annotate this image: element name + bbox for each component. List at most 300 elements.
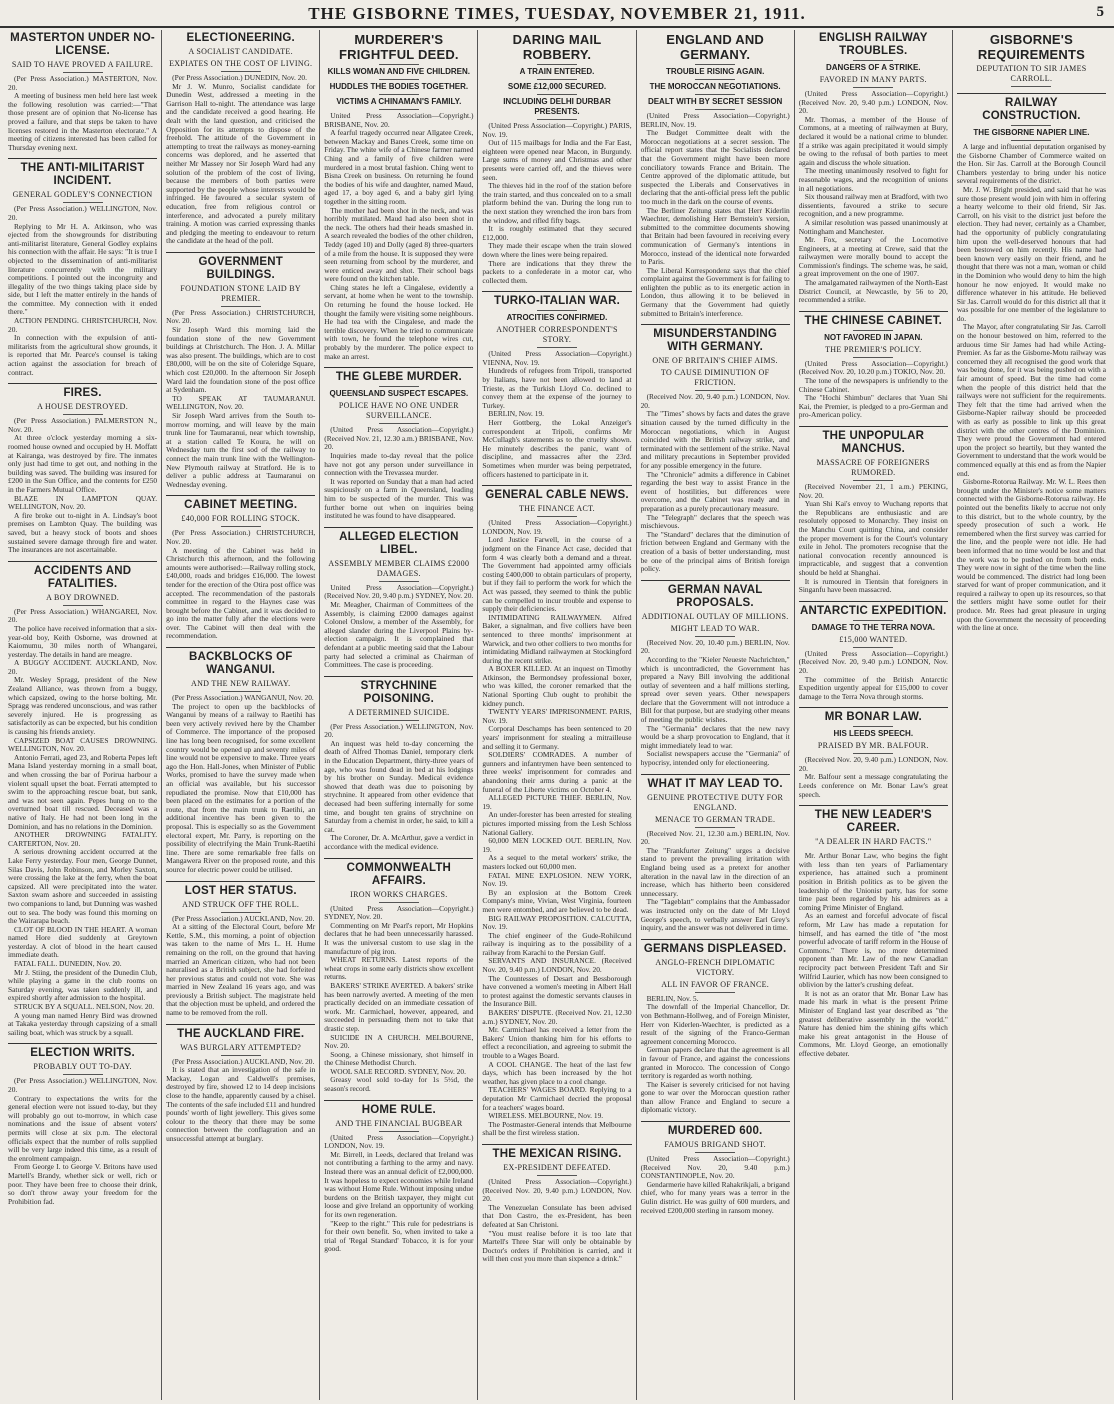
subhead-rule: [695, 992, 735, 993]
article-paragraph: The "Frankfurter Zeitung" urges a decisive stand to prevent the prevailing irritation with England being used as a pretext for another alteration in the naval law in the direction of an increase, which has hitherto been considered unnecessary.: [640, 845, 790, 898]
deck-rule: [695, 64, 735, 65]
article-paragraph: WIRELESS. MELBOURNE, Nov. 19.: [488, 1111, 604, 1121]
article-paragraph: The Berliner Zeitung states that Herr Kiderlin Waechter, demolishing Herr Bernstein's version, submitted to the committee documents showing that Britain had been favoured in receiving every communication of Germany's intentions in Morocco, instead of the identical note forwarded to Paris.: [640, 205, 790, 267]
article-paragraph: TEACHERS' WAGES BOARD. Replying to a deputation Mr Carmichael decried the proposal for a teachers' wages board.: [482, 1085, 632, 1112]
article-subhead: THE FINANCE ACT.: [519, 504, 595, 514]
article-headline: MISUNDERSTANDING WITH GERMANY.: [653, 328, 777, 354]
article: [324, 676, 473, 852]
article: [799, 601, 948, 702]
article-divider: [324, 1100, 473, 1101]
article-headline: THE UNPOPULAR MANCHUS.: [822, 430, 925, 455]
article-paragraph: The Coroner, Dr. A. McArthur, gave a verdict in accordance with the medical evidence.: [324, 833, 474, 851]
article: [8, 561, 157, 1038]
article-divider: [166, 495, 315, 496]
article-paragraph: FATAL MINE EXPLOSION. NEW YORK, Nov. 19.: [482, 870, 632, 889]
article-headline: LOST HER STATUS.: [184, 884, 297, 897]
article-deck: SOME £12,000 SECURED.: [507, 82, 607, 91]
subhead-rule: [221, 912, 261, 913]
article-headline: MASTERTON UNDER NO-LICENSE.: [10, 32, 155, 57]
article: [324, 32, 473, 361]
article-subhead: WAS BURGLARY ATTEMPTED?: [180, 1042, 302, 1052]
article-paragraph: An inquest was held to-day concerning the death of Alfred Thomas Daniel, temporary clerk in the Education Department, thirty-three years of age, who was found dead in bed at his lodgings by his brother on Sunday. Medical evidence showed that death was due to poisoning by strychnine. It appeared from other evidence that deceased had been suffering internally for some time, and bought ten grains of strychnine on Saturday from a chemist in order, he said, to kill a cat.: [324, 738, 474, 834]
article-divider: [641, 324, 790, 325]
article-subhead: MENACE TO GERMAN TRADE.: [655, 814, 776, 824]
subhead-rule: [695, 109, 735, 110]
article-subhead: PRAISED BY MR. BALFOUR.: [817, 741, 929, 751]
article-paragraph: The "Chronicle" admits a difference in Cabinet regarding the best way to assist France in the event of hostilities, but differences were overcome, and the Cabinet was ready and in preparation as a purely precautionary measure.: [640, 469, 790, 513]
article-divider: [324, 858, 473, 859]
article-paragraph: "You must realise before it is too late that Martell's Three Star will only be obtainable by Doctor's orders if Prohibition is carried, and it will then cost you more than sixpence a drink.": [482, 1228, 632, 1264]
article-deck: DAMAGE TO THE TERRA NOVA.: [811, 622, 935, 632]
subhead-rule: [221, 526, 261, 527]
article-paragraph: (Per Press Association.) WELLINGTON, Nov. 20.: [8, 204, 158, 222]
article-divider: [8, 158, 157, 159]
article-paragraph: BIG RAILWAY PROPOSITION. CALCUTTA, Nov. 19.: [482, 913, 632, 932]
article-paragraph: Ching states he left a Cingalese, evidently a servant, at home when he went to the township. On returning he found the house locked. He thought the family were visiting some neighbours. He had tea with the Cingalese, and made the terrible discovery. When he tried to communicate with town, he found the telephone wires cut, probably by the murderer. The police expect to make an arrest.: [324, 282, 474, 361]
article-headline: ENGLAND AND GERMANY.: [666, 32, 765, 62]
article-deck: THE GISBORNE NAPIER LINE.: [973, 128, 1090, 137]
article-paragraph: The committee of the British Antarctic Expedition urgently appeal for £15,000 to cover damage to the Terra Nova through storms.: [798, 674, 948, 701]
article-paragraph: The "Times" shows by facts and dates the grave situation caused by the turned difficulty in the Moroccan negotiations, which in August coincided with the British railway strike, and terminated with the settlement of the strike. Naval and military precautions in September provided for any possible emergency in the future.: [640, 409, 790, 470]
article-deck: NOT FAVORED IN JAPAN.: [824, 332, 923, 342]
subhead-rule: [379, 423, 419, 424]
article-subhead: GENUINE PROTECTIVE DUTY FOR ENGLAND.: [647, 792, 784, 812]
article-subhead: £40,000 FOR ROLLING STOCK.: [181, 514, 300, 524]
article-paragraph: A meeting of business men held here last week the following resolution was carried:—"That those present are of opinion that No-license has proved a failure, and that steps be taken to have licenses restored in the Masterton electorate." A meeting of citizens interested has been called for Thursday evening next.: [8, 91, 158, 152]
subhead-rule: [221, 1055, 261, 1056]
article: [957, 93, 1106, 633]
article-headline: THE AUCKLAND FIRE.: [177, 1027, 305, 1040]
article-paragraph: A fire broke out to-night in A. Lindsay's boot premises on Lambton Quay. The building was saved, but a heavy stock of boots and shoes sustained severe damage through fire and water. The insurances are not ascertainable.: [8, 510, 158, 555]
article-paragraph: (United Press Association—Copyright.) BERLIN, Nov. 19.: [640, 111, 790, 129]
article: [799, 32, 948, 305]
article-paragraph: By an explosion at the Bottom Creek Company's mine, Vivian, West Virginia, fourteen men were entombed, and are believed to be dead.: [482, 887, 632, 914]
article-paragraph: (Per Press Association.) CHRISTCHURCH, Nov. 20.: [166, 528, 316, 546]
article-paragraph: The Countesses of Desart and Bessborough have convened a women's meeting in Albert Hall to protest against the domestic servants clauses in the Insurance Bill.: [482, 973, 632, 1009]
article-paragraph: (United Press Association—Copyright.) LONDON, Nov. 19.: [482, 518, 632, 536]
article-deck: HUDDLES THE BODIES TOGETHER.: [329, 82, 469, 91]
article-paragraph: Six thousand railway men at Bradford, with two dissentients, favoured a strike to secure recognition, and a new programme.: [798, 192, 948, 219]
subhead-rule: [537, 119, 577, 120]
article-subhead: AND THE FINANCIAL BUGBEAR: [335, 1118, 463, 1128]
article-divider: [166, 647, 315, 648]
article-divider: [799, 707, 948, 708]
article: [166, 1024, 315, 1144]
article-deck: DEALT WITH BY SECRET SESSION: [647, 97, 783, 106]
page-number: 5: [1096, 4, 1104, 20]
article-paragraph: They made their escape when the train slowed down where the lines were being repaired.: [482, 241, 632, 259]
article-subhead: ANGLO-FRENCH DIPLOMATIC VICTORY.: [655, 957, 775, 977]
article-paragraph: (Per Press Association.) CHRISTCHURCH, Nov. 20.: [166, 307, 316, 326]
deck-rule: [1011, 125, 1051, 126]
article-subhead: MIGHT LEAD TO WAR.: [670, 623, 760, 633]
article-subhead: TO CAUSE DIMINUTION OF FRICTION.: [660, 368, 770, 388]
article-paragraph: (Per Press Association.) PALMERSTON N., Nov. 20.: [8, 416, 158, 434]
article-paragraph: Antonio Ferrati, aged 23, and Roberta Pepes left Mana Island yesterday morning in a small boat, and when crossing the bar of Porirua harbour a violent squall upset the boat. Ferrati attempted to swim to the approaching rescue boat, but sank, and was not seen again. Pepes hung on to the overturned boat till rescued. Deceased was a native of Italy. He had not been long in the Dominion, and has no relations in the Dominion.: [8, 752, 158, 831]
subhead-rule: [221, 306, 261, 307]
article-paragraph: Socialist newspapers accuse the "Germania" of hypocrisy, intended only for electioneering.: [640, 749, 790, 768]
article-paragraph: Mr J. W. Munro, Socialist candidate for Dunedin West, addressed a meeting in the Garrison Hall to-night. The attendance was large and the candidate received a good hearing. He dealt with the land question, and criticised the Opposition for its attempts to dispose of the freehold. The attitude of the Government in attempting to treat the railways as money-earning concerns was deplored, and he asserted that neither Mr Massey nor Sir Joseph Ward had any solution of the problem of the cost of living, because the members of both parties were supported by the people whose interests would be infringed. He favoured a secular system of education, free from religious control or interference, and advocated a purely military training. A motion was carried expressing thanks and pledging the meeting to endeavour to return the candidate at the head of the poll.: [166, 81, 316, 246]
article-divider: [799, 601, 948, 602]
article-subhead: DEPUTATION TO SIR JAMES CARROLL.: [976, 64, 1087, 83]
article-paragraph: 60,000 MEN LOCKED OUT. BERLIN, Nov. 19.: [482, 836, 632, 854]
article-paragraph: (United Press Association—Copyright.) LONDON, Nov. 19.: [324, 1132, 474, 1151]
subhead-rule: [63, 605, 103, 606]
article: [799, 311, 948, 420]
article-deck: HIS LEEDS SPEECH.: [833, 729, 914, 739]
article-paragraph: (Per Press Association.) AUCKLAND, Nov. 20.: [172, 913, 315, 923]
article-headline: CABINET MEETING.: [184, 499, 298, 512]
article-paragraph: Gisborne-Rotorua Railway. Mr. W. L. Rees then brought under the Minister's notice some matters connected with the Gisborne-Rotorua railway. He pointed out the benefits likely to accrue not only to this district, but to the whole country, by the speedy prosecution of such a work. He remembered when the first survey was carried for the line, and the people were not idle. He had been informed that no time would be lost and that the work was to be pushed on from both ends. They were now in sight of the time when the line would be commenced. The district had long been starved for want of proper communication, and it required a railway to open up its resources, so that the settlers might have some outlet for their produce. Mr. Rees had great pleasure in urging upon the Government the necessity of proceeding with the line at once.: [956, 477, 1106, 633]
article: [8, 383, 157, 555]
article-paragraph: The Kaiser is severely criticised for not having gone to war over the Moroccan question rather than allow France and England to secure a diplomatic victory.: [640, 1079, 790, 1115]
article-paragraph: Hundreds of refugees from Tripoli, transported by Italians, have not been allowed to land at Trieste, as the Turkish Lloyd Co. declined to convey them at the expense of the journey to Turkey.: [482, 366, 632, 410]
article-paragraph: (Per Press Association.) WHANGAREI, Nov. 20.: [8, 606, 158, 625]
article-paragraph: The "Hochi Shimbun" declares that Yuan Shi Kai, the Premier, is pledged to a pro-German and pro-American policy.: [798, 393, 948, 420]
article: [166, 647, 315, 874]
article-paragraph: (Received Nov. 21, 12.30 a.m.) BERLIN, Nov. 20.: [640, 828, 790, 847]
article-paragraph: Mr. Thomas, a member of the House of Commons, at a meeting of railwaymen at Bury, declared it would be a national crime to blunder. If a strike was again precipitated it would simply be owing to the refusal of both parties to meet again and discuss the whole situation.: [798, 114, 948, 167]
subhead-rule: [695, 1152, 735, 1153]
article-paragraph: SUICIDE IN A CHURCH. MELBOURNE, Nov. 20.: [324, 1032, 474, 1051]
subhead-rule: [695, 636, 735, 637]
article-paragraph: A similar resolution was passed unanimously at Nottingham and Manchester.: [798, 217, 948, 236]
subhead-rule: [63, 202, 103, 203]
article-paragraph: INTIMIDATING RAILWAYMEN. Alfred Baker, a signalman, and five colliers have been sentenced to three months' imprisonment at Warwick, and two other colliers to two months for intimidating Midland railwaymen at Stockingford during the recent strike.: [482, 612, 632, 665]
column-7: [953, 30, 1110, 1400]
article-paragraph: The thieves hid in the roof of the station before the train started, and thus concealed on to a small platform behind the van. During the long run to the next station they wrenched the iron bars from the window, and rifled fifty bags.: [482, 181, 632, 225]
article-deck: DANGERS OF A STRIKE.: [826, 63, 921, 72]
article-paragraph: (Received Nov. 20, 9.40 p.m.) LONDON, Nov. 20.: [798, 755, 948, 773]
article-subhead: FAVORED IN MANY PARTS.: [819, 75, 927, 84]
article-divider: [641, 1121, 790, 1122]
article: [641, 324, 790, 573]
article-divider: [324, 367, 473, 368]
article-subhead: SAID TO HAVE PROVED A FAILURE.: [11, 60, 154, 69]
article-paragraph: WOOL SALE RECORD. SYDNEY, Nov. 20.: [330, 1066, 466, 1076]
article-headline: TURKO-ITALIAN WAR.: [493, 295, 621, 308]
article-subhead: ALL IN FAVOR OF FRANCE.: [661, 979, 770, 989]
article: [799, 426, 948, 595]
article-subhead: EXPIATES ON THE COST OF LIVING.: [169, 59, 313, 68]
article-paragraph: United Press Association—Copyright.) BRISBANE, Nov. 20.: [324, 111, 474, 129]
article-paragraph: A young man named Henry Bird was drowned at Takaka yesterday through capsizing of a small sailing boat, which was struck by a squall.: [8, 1010, 158, 1037]
article-headline: THE CHINESE CABINET.: [804, 314, 943, 327]
article: [166, 495, 315, 641]
article-paragraph: (United Press Association—Copyright.) SYDNEY, Nov. 20.: [324, 903, 474, 922]
article-subhead: ASSEMBLY MEMBER CLAIMS £2000 DAMAGES.: [328, 558, 470, 578]
article-subhead: IRON WORKS CHARGES.: [350, 889, 448, 899]
article-subhead: £15,000 WANTED.: [839, 634, 908, 644]
article-paragraph: ALLEGED PICTURE THIEF. BERLIN, Nov. 19.: [482, 793, 632, 811]
article-paragraph: Sir Joseph Ward arrives from the South to-morrow morning, and will leave by the main trunk line for Taumaranui, near which township, at a station called Te Koura, he will on Wednesday turn the first sod of the railway to connect the main trunk line with the Wellington-New Plymouth railway at Stratford. He is to deliver a public address at Taumaranui on Wednesday evening.: [166, 411, 316, 489]
subhead-rule: [853, 357, 893, 358]
article-paragraph: The "Telegraph" declares that the speech was mischievous.: [640, 512, 790, 531]
subhead-rule: [63, 72, 103, 73]
article: [8, 158, 157, 377]
article-paragraph: (Received November 21, 1 a.m.) PEKING, Nov. 20.: [798, 482, 948, 500]
article-paragraph: (Per Press Association.) MASTERTON, Nov. 20.: [8, 74, 158, 92]
article-paragraph: From George I. to George V. Britons have used Martell's Brandy, whether sick or well, rich or poor. They have been free to choose their drink, so don't throw away your freedom for the Prohibition fad.: [8, 1162, 158, 1206]
article-divider: [482, 1144, 631, 1145]
article-subhead: THE PREMIER'S POLICY.: [825, 344, 922, 354]
subhead-rule: [379, 720, 419, 721]
article-deck: ATROCITIES CONFIRMED.: [506, 313, 608, 323]
article-paragraph: BAKERS' DISPUTE. (Received Nov. 21, 12.30 a.m.) SYDNEY, Nov. 20.: [482, 1008, 632, 1026]
article-paragraph: "Keep to the right." This rule for pedestrians is for their own benefit. So, when invited to take a trial of 'Regal Standard' Tobacco, it is for your good.: [324, 1218, 474, 1254]
article-divider: [166, 881, 315, 882]
article-headline: ACCIDENTS AND FATALITIES.: [33, 564, 132, 590]
column-4: [478, 30, 636, 1400]
article-paragraph: CLOT OF BLOOD IN THE HEART. A woman named Hore died suddenly at Greytown yesterday. A clot of blood in the heart caused immediate death.: [8, 924, 158, 960]
article: [324, 858, 473, 1094]
article-paragraph: In connection with the expulsion of anti-militarists from the agricultural show grounds, it is reported that Mr. Pearce's counsel is taking action against the association for breach of contract.: [8, 333, 158, 377]
subhead-rule: [221, 71, 261, 72]
subhead-rule: [379, 581, 419, 582]
article-divider: [8, 561, 157, 562]
article-subhead: GENERAL GODLEY'S CONNECTION: [12, 190, 153, 200]
article-paragraph: The Liberal Korrespondenz says that the chief complaint against the Government is for failing to enlighten the public as to its energetic action in London, thus allowing it to be believed in Germany that the Government had quietly submitted to Britain's interference.: [640, 265, 790, 318]
subhead-rule: [63, 414, 103, 415]
subhead-rule: [853, 480, 893, 481]
article-divider: [166, 252, 315, 253]
column-2: [162, 30, 320, 1400]
article-headline: BACKBLOCKS OF WANGANUI.: [188, 651, 293, 677]
article-paragraph: German papers declare that the agreement is all in favour of France, and against the concessions granted in Morocco. The concession of Congo territory is regarded as worth nothing.: [640, 1045, 790, 1081]
subhead-rule: [1011, 140, 1051, 141]
article: [799, 707, 948, 799]
article-divider: [482, 291, 631, 292]
article-divider: [641, 580, 790, 581]
deck-rule: [695, 94, 735, 95]
article-divider: [641, 939, 790, 940]
article-headline: RAILWAY CONSTRUCTION.: [982, 97, 1081, 122]
article-paragraph: Soong, a Chinese missionary, shot himself in the Chinese Methodist Church.: [324, 1049, 474, 1068]
article-headline: STRYCHNINE POISONING.: [360, 679, 438, 705]
article-paragraph: It is stated that an investigation of the safe in Mackay, Logan and Caldwell's premises, destroyed by fire, showed 12 to 14 deep incisions close to the handle, apparently caused by a chisel. The contents of the safe included £11 and hundred pounds' worth of light jewellery. This gives some colour to the theory that there may be some connection between the conflagration and an unsuccessful attempt at burglary.: [166, 1065, 316, 1143]
article-headline: THE ANTI-MILITARIST INCIDENT.: [20, 162, 145, 188]
article-paragraph: Herr Gottberg, the Lokal Anzeiger's correspondent at Tripoli, confirms Mr McCullagh's statements as to the cruelty shown. He minutely describes the panic, want of discipline, and massacres after the 23rd. Sometimes when murder was being perpetrated, officers hastened to participate in it.: [482, 418, 632, 479]
article-paragraph: Mr. Birrell, in Leeds, declared that Ireland was not contributing a farthing to the army and navy. Instead there was an annual deficit of £2,000,000. It was hopeless to expect economies while Ireland was without Home Rule. Without imposing undue burdens on the British taxpayer, they might cut loose and give Ireland an opportunity of working for its own regeneration.: [324, 1149, 474, 1219]
article-headline: DARING MAIL ROBBERY.: [512, 32, 602, 62]
article-paragraph: STRUCK BY A SQUALL. NELSON, Nov. 20.: [14, 1002, 155, 1012]
article-paragraph: The "Germania" declares that the new navy would be a sharp provocation to England, that it might immediately lead to war.: [640, 723, 790, 750]
article-deck: QUEENSLAND SUSPECT ESCAPES.: [329, 389, 469, 399]
article-deck: VICTIMS A CHINAMAN'S FAMILY.: [336, 97, 462, 106]
subhead-rule: [853, 753, 893, 754]
article-headline: GISBORNE'S REQUIREMENTS: [977, 32, 1085, 62]
article-paragraph: The chief engineer of the Gude-Rohilcund railway is inquiring as to the possibility of a railway from Karachi to the Persian Gulf.: [482, 930, 632, 957]
article: [166, 252, 315, 489]
article-paragraph: (Received Nov. 20, 9.40 p.m.) LONDON, Nov. 20.: [640, 392, 790, 410]
article-paragraph: (United Press Association—Copyright.) (Received Nov. 20, 9.40 p.m.) LONDON, Nov. 20.: [798, 648, 948, 675]
column-5: [637, 30, 795, 1400]
article-paragraph: (United Press Association—Copyright.) PARIS, Nov. 19.: [482, 121, 632, 139]
deck-rule: [379, 64, 419, 65]
article-headline: ANTARCTIC EXPEDITION.: [800, 604, 947, 617]
subhead-rule: [695, 827, 735, 828]
masthead: [0, 2, 1114, 28]
subhead-rule: [537, 1175, 577, 1176]
article: [641, 580, 790, 768]
article-divider: [324, 676, 473, 677]
deck-rule: [853, 726, 893, 727]
article: [324, 1100, 473, 1254]
article: [957, 32, 1106, 87]
article-paragraph: At a sitting of the Electoral Court, before Mr Kettle, S.M., this morning, a point of objection was taken to the name of Mrs L. H. Hume remaining on the roll, on the ground that having married an American citizen, who had not been naturalised as a British subject, she had forfeited her previous status and could not vote. She was married in New Zealand 16 years ago, and was previously a British subject. The magistrate held that the objection must be upheld, and ordered the name to be removed from the roll.: [166, 922, 316, 1018]
article-paragraph: United Press Association—Copyright.) (Received Nov. 20, 9.40 p.m.) SYDNEY, Nov. 20.: [324, 582, 474, 601]
deck-rule: [537, 94, 577, 95]
article-paragraph: The mother had been shot in the neck, and was horribly mutilated. Maud had also been shot in the neck. The others had their heads smashed in. A search revealed the bodies of the other children, Teddy (aged 10) and Dolly (aged 8) three-quarters of a mile from the house. It is supposed they were seen returning from school by the murderer, and were enticed away and shot. Their school bags were found on the kitchen table.: [324, 205, 474, 284]
subhead-rule: [221, 691, 261, 692]
article-paragraph: (Per Press Association.) AUCKLAND, Nov. 20.: [172, 1056, 315, 1066]
article: [324, 367, 473, 521]
article-paragraph: BERLIN, Nov. 5.: [646, 993, 699, 1003]
article-paragraph: BLAZE IN LAMPTON QUAY. WELLINGTON, Nov. 20.: [8, 493, 158, 512]
article-paragraph: (Per Press Association.) WANGANUI, Nov. 20.: [172, 693, 314, 703]
article-paragraph: SOLDIERS' COMRADES. A number of gunners and infantrymen have been sentenced to three weeks' imprisonment for comrades and abandoning their arms during a panic at the funeral of the Liberte victims on October 4.: [482, 750, 632, 794]
article-subhead: ADDITIONAL OUTLAY OF MILLIONS.: [641, 611, 789, 621]
article-paragraph: The police have received information that a six-year-old boy, Keith Osborne, was drowned at Kaiomumu, 30 miles north of Whangarei, yesterday. The details in hand are meagre.: [8, 623, 158, 659]
article-paragraph: (United Press Association—Copyright.) (Received Nov. 21, 12.30 a.m.) BRISBANE, Nov. 20.: [324, 425, 474, 452]
article-deck: KILLS WOMAN AND FIVE CHILDREN.: [327, 67, 471, 76]
article-paragraph: According to the "Kieler Neueste Nachrichten," which is uncontradicted, the Government has prepared a Navy Bill involving the additional outlay of seventeen and a half millions sterling, spread over seven years. Other newspapers declare that the Government will not introduce a Bill for that purpose, but are studying other means of meeting the public wishes.: [640, 654, 790, 725]
article-paragraph: The Venezuelan Consulate has been advised that Don Castro, the ex-President, has been defeated at San Christoni.: [482, 1202, 632, 1229]
article-headline: FIRES.: [63, 387, 102, 400]
article-divider: [482, 485, 631, 486]
article-headline: MR BONAR LAW.: [824, 711, 922, 724]
article-divider: [8, 1043, 157, 1044]
article-deck: A TRAIN ENTERED.: [519, 67, 595, 76]
deck-rule: [853, 60, 893, 61]
article-paragraph: BAKERS' STRIKE AVERTED. A bakers' strike has been narrowly averted. A meeting of the men practically decided on an immediate cessation of work. Mr. Carmichael, however, appeared, and succeeded in persuading them not to take that drastic step.: [324, 980, 474, 1033]
article-paragraph: Sir Joseph Ward this morning laid the foundation stone of the new Government buildings at Christchurch. The Hon. J. A. Millar was also present. The buildings, which are to cost £80,000, will be on the site of Coleridge Square, which cost £20,000. In the afternoon Sir Joseph Ward laid the foundation stone of the post office at Sydenham.: [166, 325, 316, 395]
article-divider: [799, 426, 948, 427]
column-3: [320, 30, 478, 1400]
article-divider: [8, 383, 157, 384]
deck-rule: [537, 79, 577, 80]
article-headline: COMMONWEALTH AFFAIRS.: [346, 861, 452, 887]
article-headline: ELECTIONEERING.: [186, 32, 295, 44]
article-headline: WHAT IT MAY LEAD TO.: [647, 777, 783, 790]
deck-rule: [379, 386, 419, 387]
article-divider: [166, 1024, 315, 1025]
article-paragraph: (Per Press Association.) WELLINGTON, Nov. 20.: [8, 1076, 158, 1094]
article-deck: INCLUDING DELHI DURBAR PRESENTS.: [503, 97, 611, 116]
article-paragraph: (United Press Association—Copyright.) (Received Nov. 20, 9.40 p.m.) LONDON, Nov. 20.: [798, 89, 948, 116]
article-paragraph: Inquiries made to-day reveal that the police have not got any person under surveillance in connection with the Trevassea murder.: [324, 451, 474, 478]
article-paragraph: The meeting unanimously resolved to fight for reasonable wages, and the recognition of unions in all negotiations.: [798, 166, 948, 193]
article-paragraph: It is rumoured in Tientsin that foreigners in Singanfu have been massacred.: [798, 576, 948, 595]
article-subhead: ONE OF BRITAIN'S CHIEF AIMS.: [652, 356, 778, 366]
article-paragraph: A fearful tragedy occurred near Allgatee Creek, between Mackay and Banes Creek, some time on Friday. The white wife of a Chinese farmer named Ching and a family of five children were murdered in a most brutal fashion. Ching went to Bisna Creek on business. On returning he found the bodies of his wife and daughter, named Maud, aged 17, a boy aged 6, and a baby girl lying together in the sitting room.: [324, 128, 474, 206]
deck-rule: [537, 64, 577, 65]
article-headline: GENERAL CABLE NEWS.: [485, 489, 629, 502]
article-paragraph: There are indications that they threw the packets to a confederate in a motor car, who collected them.: [482, 258, 632, 285]
article: [8, 1043, 157, 1206]
article-deck: THE MOROCCAN NEGOTIATIONS.: [649, 82, 781, 91]
deck-rule: [537, 310, 577, 311]
article-paragraph: Gendarmerie have killed Rahakrikjali, a brigand chief, who for many years was a terror in the Gulin district. He was guilty of 600 murders, and received £200,000 sterling in ransom money.: [640, 1179, 790, 1215]
article-headline: HOME RULE.: [361, 1103, 436, 1116]
article: [641, 32, 790, 318]
article: [482, 32, 631, 285]
article-headline: GERMANS DISPLEASED.: [643, 942, 787, 955]
article-paragraph: A BUGGY ACCIDENT. AUCKLAND, Nov. 20.: [8, 658, 158, 676]
article-paragraph: It is not as an orator that Mr. Bonar Law has made his mark in what is the present Prime Minister of England last year described as "the greatest deliberative assembly in the world." Nature has denied him the shining gifts which make his great antagonist in the House of Commons, Mr. Lloyd George, an emotionally effective debater.: [798, 988, 948, 1058]
article-paragraph: SERVANTS AND INSURANCE. (Received Nov. 20, 9.40 p.m.) LONDON, Nov. 20.: [482, 956, 632, 975]
article-paragraph: A meeting of the Cabinet was held in Christchurch this afternoon, and the following amounts were authorised:—Railway rolling stock, £40,000, roads and bridges £16,000. The lowest tender for the erection of the Otira post office was accepted. The recommendation of the pastorals committee in regard to the Haynes case was brought before the Cabinet, and it was decided to go into the matter fully after the elections were over. The Cabinet will then deal with the recommendation.: [166, 545, 316, 641]
article-headline: THE GLEBE MURDER.: [335, 371, 462, 384]
article-headline: GOVERNMENT BUILDINGS.: [198, 255, 283, 281]
article-headline: MURDERER'S FRIGHTFUL DEED.: [338, 32, 459, 62]
article-subhead: A BOY DROWNED.: [46, 592, 120, 602]
article-paragraph: An under-forester has been arrested for stealing pictures imported missing from the Lesh Schloss National Gallery.: [482, 810, 632, 837]
article-subhead: AND STRUCK OFF THE ROLL.: [182, 899, 300, 909]
subhead-rule: [379, 109, 419, 110]
article-subhead: AND THE NEW RAILWAY.: [191, 679, 291, 689]
article-paragraph: Mr J. Stiing, the president of the Dunedin Club, while playing a game in the club rooms on Saturday evening, was taken suddenly ill, and expired shortly after admission to the hospital.: [8, 967, 158, 1003]
article-divider: [799, 805, 948, 806]
article-paragraph: A serious drowning accident occurred at the Lake Ferry yesterday. Four men, George Dunnet, Silas Davis, John Robinson, and Morley Saxton, were crossing the lake at the ferry, when the boat capsized. All were precipitated into the water. Saxton swam ashore and succeeded in assisting two companions to land, but Dunning was washed out to sea. The body was found this morning on the Wairarapa beach.: [8, 847, 158, 926]
article: [641, 939, 790, 1115]
article-divider: [957, 93, 1106, 94]
article-paragraph: Mr. J. W. Bright presided, and said that he was sure those present would join with him in offering a hearty welcome to their old friend, Sir Jas. Carroll, on his visit to the district just before the election. They had never, certainly as a Chamber, had the opportunity of publicly congratulating him upon the well-deserved honours that had been bestowed on him recently. His name had been known very easily on their friend, and he thought that there was not a man, woman or child in the Dominion who would deny to him the high honour he now enjoyed. It would make no difference whatever in his attitude. He believed Sir Jas. Carroll would do for this district all that it was possible for one member of the legislature to do.: [956, 184, 1106, 323]
article-paragraph: The downfall of the Imperial Chancellor, Dr. von Bethmann-Hollweg, and of Foreign Minister, Herr von Kiderlen-Waechter, is predicted as a result of the signing of the Franco-German agreement concerning Morocco.: [640, 1002, 790, 1046]
article-paragraph: ANOTHER DROWNING FATALITY. CARTERTON, Nov. 20.: [8, 830, 158, 848]
article-paragraph: (Received Nov. 20, 10.40 p.m.) BERLIN, Nov. 20.: [640, 637, 790, 656]
article: [324, 527, 473, 670]
article-subhead: PROBABLY OUT TO-DAY.: [33, 1062, 132, 1072]
article-headline: ENGLISH RAILWAY TROUBLES.: [818, 32, 928, 57]
article-paragraph: (United Press Association—Copyright.) (Received Nov. 20, 9.40 p.m.) LONDON, Nov. 20.: [482, 1176, 632, 1204]
article-paragraph: Mr. Balfour sent a message congratulating the Leeds conference on Mr. Bonar Law's great speech.: [798, 772, 948, 799]
subhead-rule: [537, 516, 577, 517]
article-headline: GERMAN NAVAL PROPOSALS.: [667, 583, 763, 609]
deck-rule: [853, 330, 893, 331]
column-1: [4, 30, 162, 1400]
article-deck: TROUBLE RISING AGAIN.: [665, 67, 765, 76]
article-divider: [799, 311, 948, 312]
column-6: [795, 30, 953, 1400]
article-paragraph: The "Standard" declares that the diminution of friction between England and Germany with the creation of a basis of better understanding, must be one of the principal aims of British foreign policy.: [640, 529, 790, 574]
article-paragraph: The project to open up the backblocks of Wanganui by means of a railway to Raetihi has been very actively revived here by the Chamber of Commerce. The importance of the proposed line has long been recognised, for some excellent country would be opened up and seventy miles of line would not be expensive to make. Three years ago the Hon. Hall-Jones, when Minister of Public Works, promised to have the survey made when an official was available, but his successor repudiated the promise. Now that £10,000 has been placed on the estimates for a portion of the route, that from the main trunk to Raetihi, an additional incentive has been given to the proposal. This is especially so as the Government electoral expert, Mr. Parry, is reporting on the possibility of electrifying the Main Trunk-Raetihi line. There are some remarkable free falls on Mangawera River on the proposed route, and this source for electric power could be utilised.: [166, 701, 316, 874]
article: [799, 805, 948, 1058]
article-subhead: FAMOUS BRIGAND SHOT.: [664, 1140, 766, 1150]
article: [641, 1121, 790, 1215]
subhead-rule: [63, 1074, 103, 1075]
article-paragraph: (Per Press Association.) DUNEDIN, Nov. 20.: [172, 73, 307, 82]
article-paragraph: Mr. Arthur Bonar Law, who begins the fight with less than ten years of Parliamentary experience, has attained such a prominent position in British politics as to be given the leadership of the Unionist party, has for some time past been regarded by his admirers as a coming Prime Minister of England.: [798, 851, 948, 912]
article-paragraph: ACTION PENDING. CHRISTCHURCH, Nov. 20.: [8, 316, 158, 334]
article-paragraph: Mr. Wesley Spragg, president of the New Zealand Alliance, was thrown from a buggy, which capsized, owing to the horse bolting. Mr. Spragg was rendered unconscious, and was rather severely injured. He is progressing as satisfactorily as can be expected, but his condition is causing his friends anxiety.: [8, 675, 158, 737]
subhead-rule: [537, 347, 577, 348]
article-paragraph: As a sequel to the metal workers' strike, the masters locked out 60,000 men.: [482, 853, 632, 871]
article-divider: [641, 774, 790, 775]
article-paragraph: Mr. Carmichael has received a letter from the Bakers' Union thanking him for his efforts to effect a reconciliation, and agreeing to submit the trouble to a Wages Board.: [482, 1025, 632, 1060]
article-paragraph: (United Press Association—Copyright.) (Received Nov. 20, 10.20 p.m.) TOKIO, Nov. 20.: [798, 358, 948, 377]
article-paragraph: Corporal Deschamps has been sentenced to 20 years' imprisonment for stealing a mitrailleuse and selling it to Germany.: [482, 724, 632, 751]
article-paragraph: BERLIN, Nov. 19.: [488, 409, 544, 419]
article-paragraph: TWENTY YEARS' IMPRISONMENT. PARIS, Nov. 19.: [482, 707, 632, 725]
article-subhead: "A DEALER IN HARD FACTS.": [815, 837, 932, 847]
article-paragraph: (United Press Association—Copyright.) (Received Nov. 20, 9.40 p.m.) CONSTANTINOPLE, Nov. 20.: [640, 1154, 790, 1181]
article-paragraph: The Budget Committee dealt with the Moroccan negotiations at a secret session. The official report states that the Socialists declared that the Government might have been more conciliatory towards France and Britain. The Centre approved of the diplomatic attitude, but suspected the Liberals and Conservatives in declaring that the anti-official press left the public too much in the dark on the course of events.: [640, 128, 790, 206]
article-paragraph: As an earnest and forceful advocate of fiscal reform, Mr Law has made a reputation for himself, and has earned the title of "the most powerful advocate of tariff reform in the House of Commons." There is, no more determined opponent than Mr. Law of the new Canadian reciprocity pact between President Taft and Sir Wilfrid Laurier, which has now been consigned to oblivion by the latter's crushing defeat.: [798, 911, 948, 990]
article-paragraph: CAPSIZED BOAT CAUSES DROWNING. WELLINGTON, Nov. 20.: [8, 735, 158, 754]
article: [641, 774, 790, 933]
article-headline: THE MEXICAN RISING.: [492, 1147, 622, 1160]
